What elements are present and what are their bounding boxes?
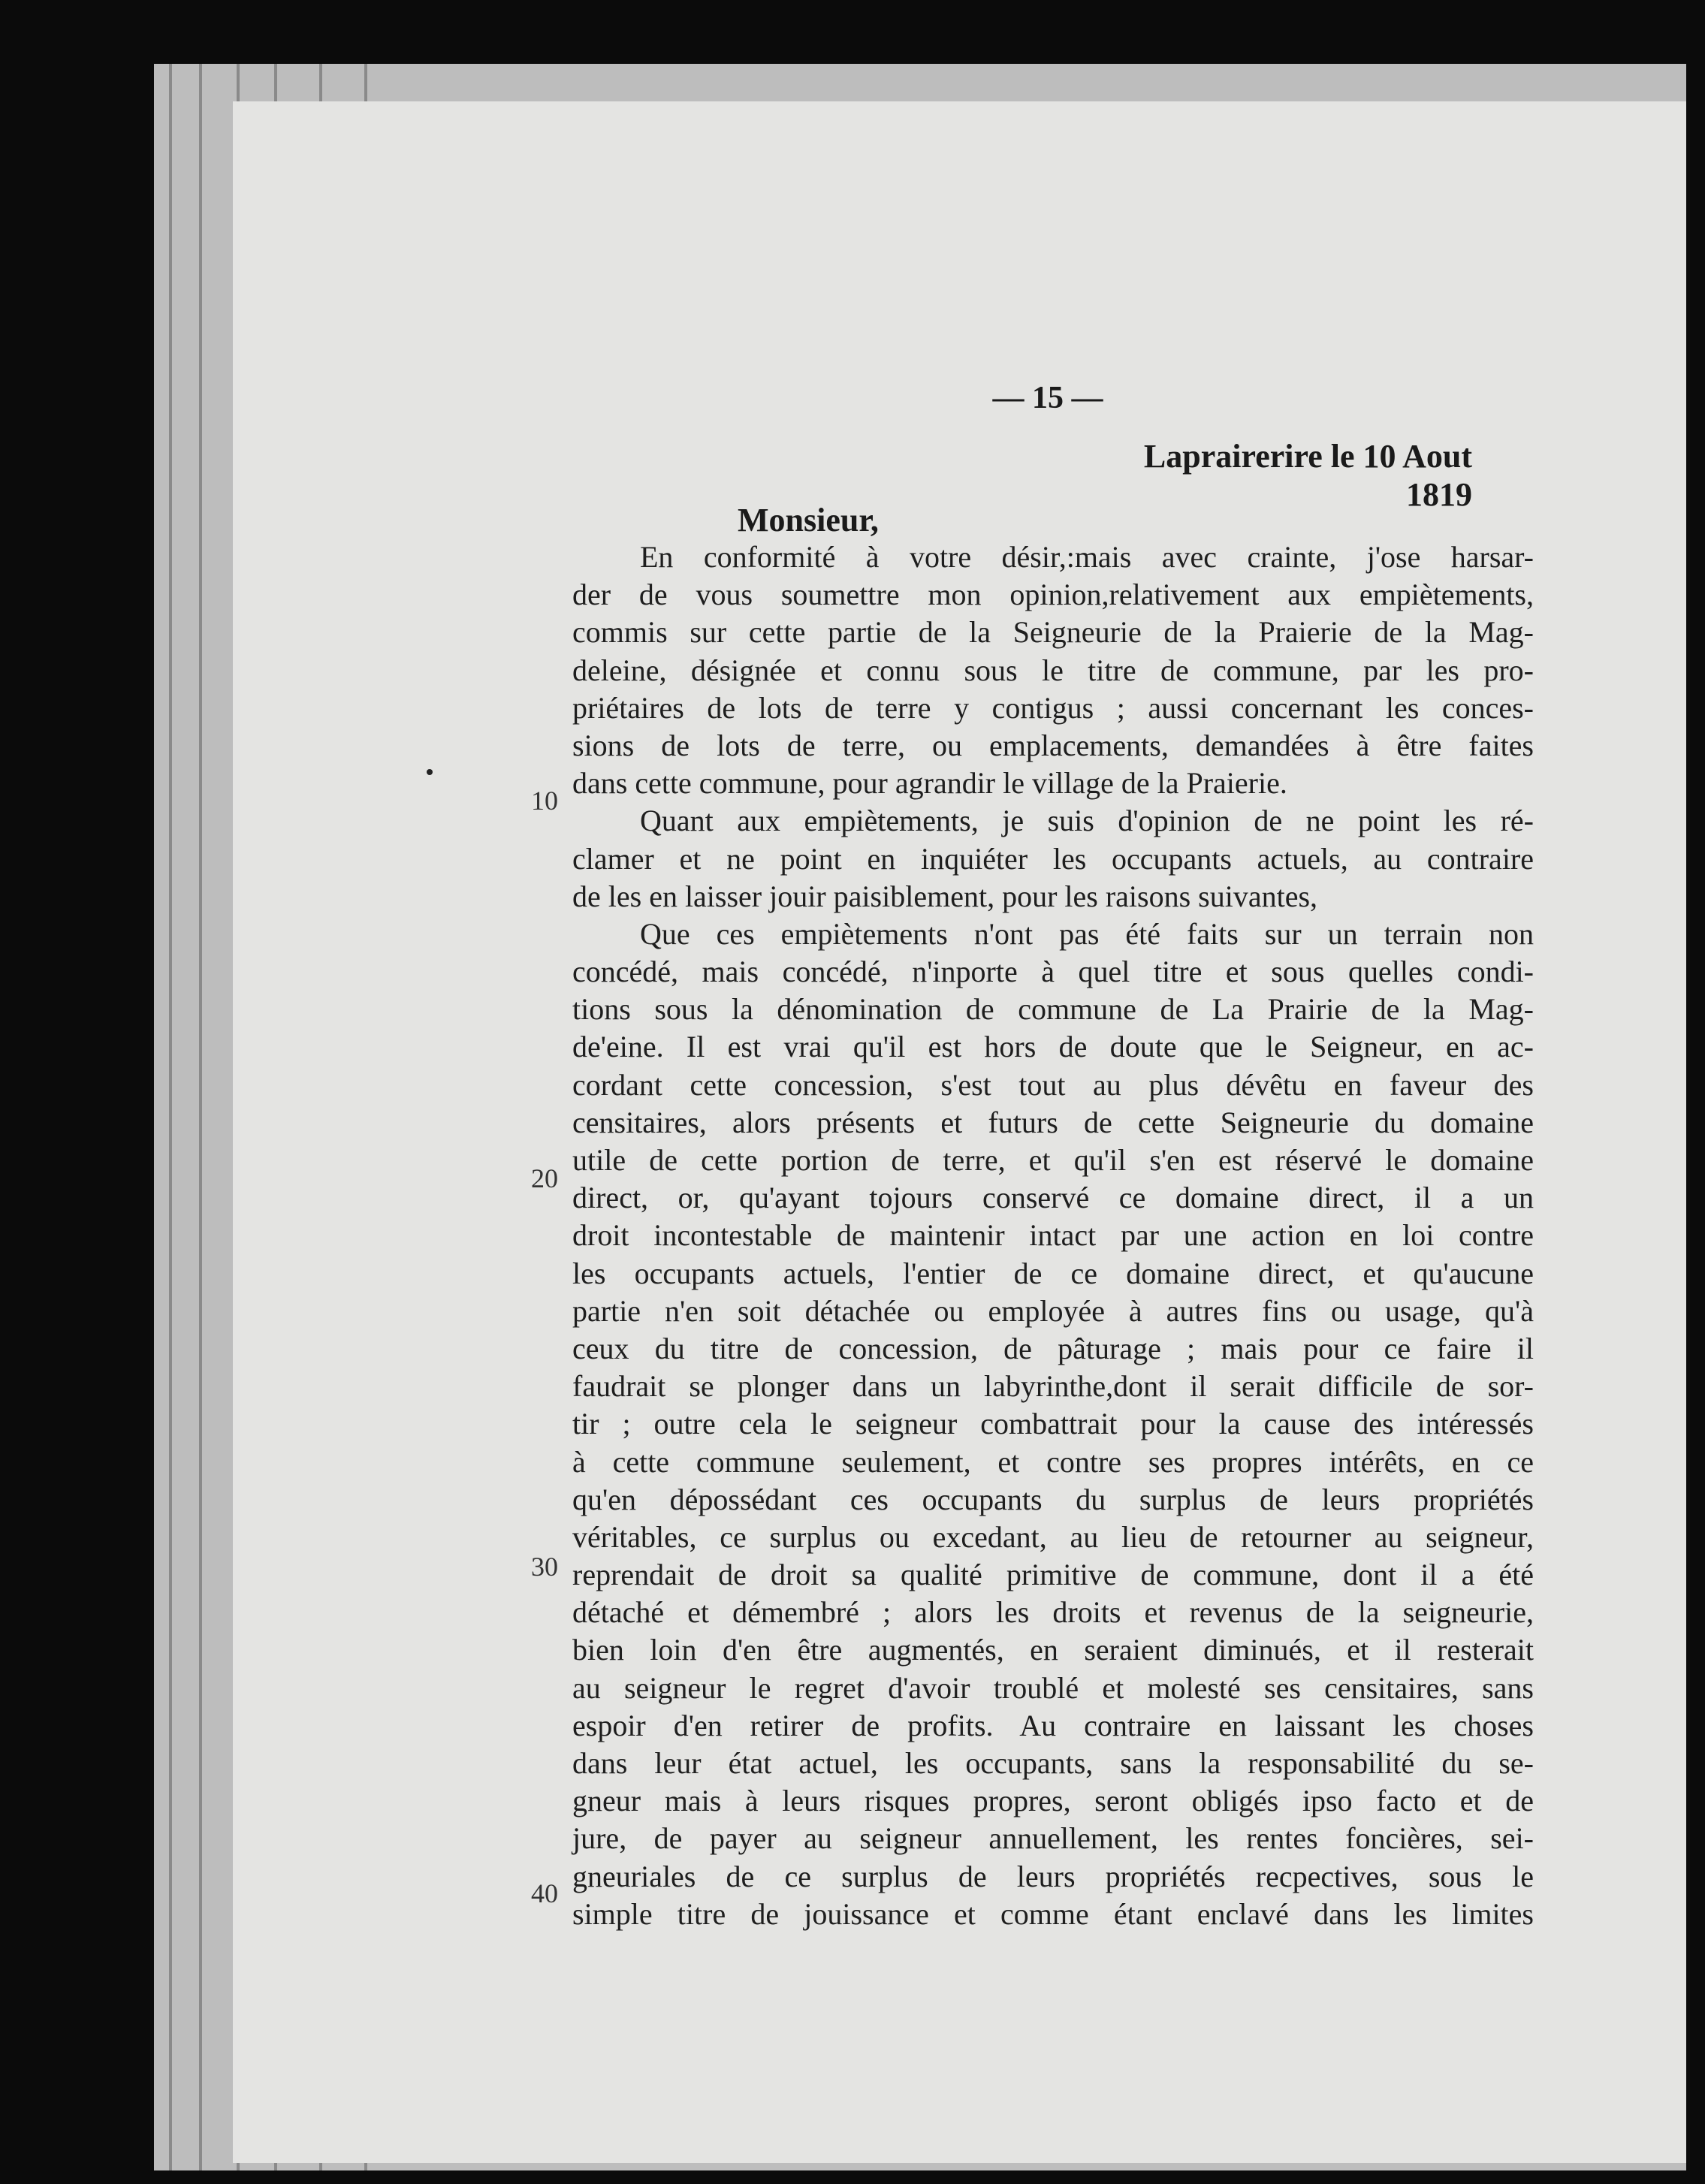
- text-line: En conformité à votre désir,:mais avec crainte, j'ose harsar-: [640, 540, 1534, 574]
- text-line: concédé, mais concédé, n'inporte à quel titre et sous quelles condi-: [572, 955, 1534, 989]
- text-line: gneuriales de ce surplus de leurs propriétés recpectives, sous le: [572, 1859, 1534, 1893]
- text-line: priétaires de lots de terre y contigus ; aussi concernant les conces-: [572, 690, 1534, 725]
- text-line: tir ; outre cela le seigneur combattrait pour la cause des intéressés: [572, 1407, 1534, 1441]
- text-line: bien loin d'en être augmentés, en seraient diminués, et il resterait: [572, 1633, 1534, 1667]
- text-line: direct, or, qu'ayant tojours conservé ce domaine direct, il a un: [572, 1181, 1534, 1215]
- text-line: dans cette commune, pour agrandir le village de la Praierie.: [572, 766, 1287, 801]
- text-line: détaché et démembré ; alors les droits et revenus de la seigneurie,: [572, 1595, 1534, 1630]
- text-line: au seigneur le regret d'avoir troublé et molesté ses censitaires, sans: [572, 1670, 1534, 1705]
- text-line: sions de lots de terre, ou emplacements, demandées à être faites: [572, 728, 1534, 762]
- text-line: tions sous la dénomination de commune de La Prairie de la Mag-: [572, 992, 1534, 1027]
- text-line: gneur mais à leurs risques propres, seront obligés ipso facto et de: [572, 1784, 1534, 1818]
- text-line: censitaires, alors présents et futurs de cette Seigneurie du domaine: [572, 1105, 1534, 1139]
- page-edge: [199, 64, 202, 2170]
- text-line: véritables, ce surplus ou excedant, au lieu de retourner au seigneur,: [572, 1519, 1534, 1554]
- text-line: dans leur état actuel, les occupants, sans la responsabilité du se-: [572, 1746, 1534, 1780]
- text-line: les occupants actuels, l'entier de ce domaine direct, et qu'aucune: [572, 1256, 1534, 1290]
- page-edge: [169, 64, 172, 2170]
- text-line: Quant aux empiètements, je suis d'opinion de ne point les ré-: [640, 804, 1534, 838]
- margin-line-number: 30: [531, 1552, 558, 1582]
- text-line: cordant cette concession, s'est tout au plus dévêtu en faveur des: [572, 1067, 1534, 1102]
- text-line: droit incontestable de maintenir intact par une action en loi contre: [572, 1218, 1534, 1253]
- text-line: espoir d'en retirer de profits. Au contraire en laissant les choses: [572, 1708, 1534, 1742]
- page-number: — 15 —: [992, 381, 1103, 415]
- text-line: der de vous soumettre mon opinion,relativement aux empiètements,: [572, 578, 1534, 612]
- salutation: Monsieur,: [738, 502, 879, 538]
- letter-body: [572, 538, 1534, 1933]
- text-line: de les en laisser jouir paisiblement, pour les raisons suivantes,: [572, 879, 1318, 913]
- text-line: deleine, désignée et connu sous le titre de commune, par les pro-: [572, 653, 1534, 687]
- text-line: à cette commune seulement, et contre ses propres intérêts, en ce: [572, 1444, 1534, 1479]
- text-line: commis sur cette partie de la Seigneurie de la Praierie de la Mag-: [572, 615, 1534, 650]
- text-line: clamer et ne point en inquiéter les occupants actuels, au contraire: [572, 841, 1534, 876]
- margin-line-number: 10: [531, 786, 558, 816]
- text-line: de'eine. Il est vrai qu'il est hors de doute que le Seigneur, en ac-: [572, 1030, 1534, 1064]
- margin-line-number: 20: [531, 1163, 558, 1193]
- margin-line-number: 40: [531, 1878, 558, 1908]
- text-line: utile de cette portion de terre, et qu'il s'en est réservé le domaine: [572, 1143, 1534, 1177]
- margin-dot: [427, 769, 433, 775]
- text-line: partie n'en soit détachée ou employée à autres fins ou usage, qu'à: [572, 1293, 1534, 1328]
- text-line: reprendait de droit sa qualité primitive de commune, dont il a été: [572, 1558, 1534, 1592]
- text-line: simple titre de jouissance et comme étant enclavé dans les limites: [572, 1896, 1534, 1931]
- date-line: Laprairerire le 10 Aout 1819: [1143, 438, 1472, 513]
- text-line: faudrait se plonger dans un labyrinthe,dont il serait difficile de sor-: [572, 1369, 1534, 1404]
- text-line: Que ces empiètements n'ont pas été faits sur un terrain non: [640, 916, 1534, 951]
- text-line: qu'en dépossédant ces occupants du surplus de leurs propriétés: [572, 1482, 1534, 1516]
- text-line: ceux du titre de concession, de pâturage ; mais pour ce faire il: [572, 1331, 1534, 1365]
- text-line: jure, de payer au seigneur annuellement, les rentes foncières, sei-: [572, 1821, 1534, 1856]
